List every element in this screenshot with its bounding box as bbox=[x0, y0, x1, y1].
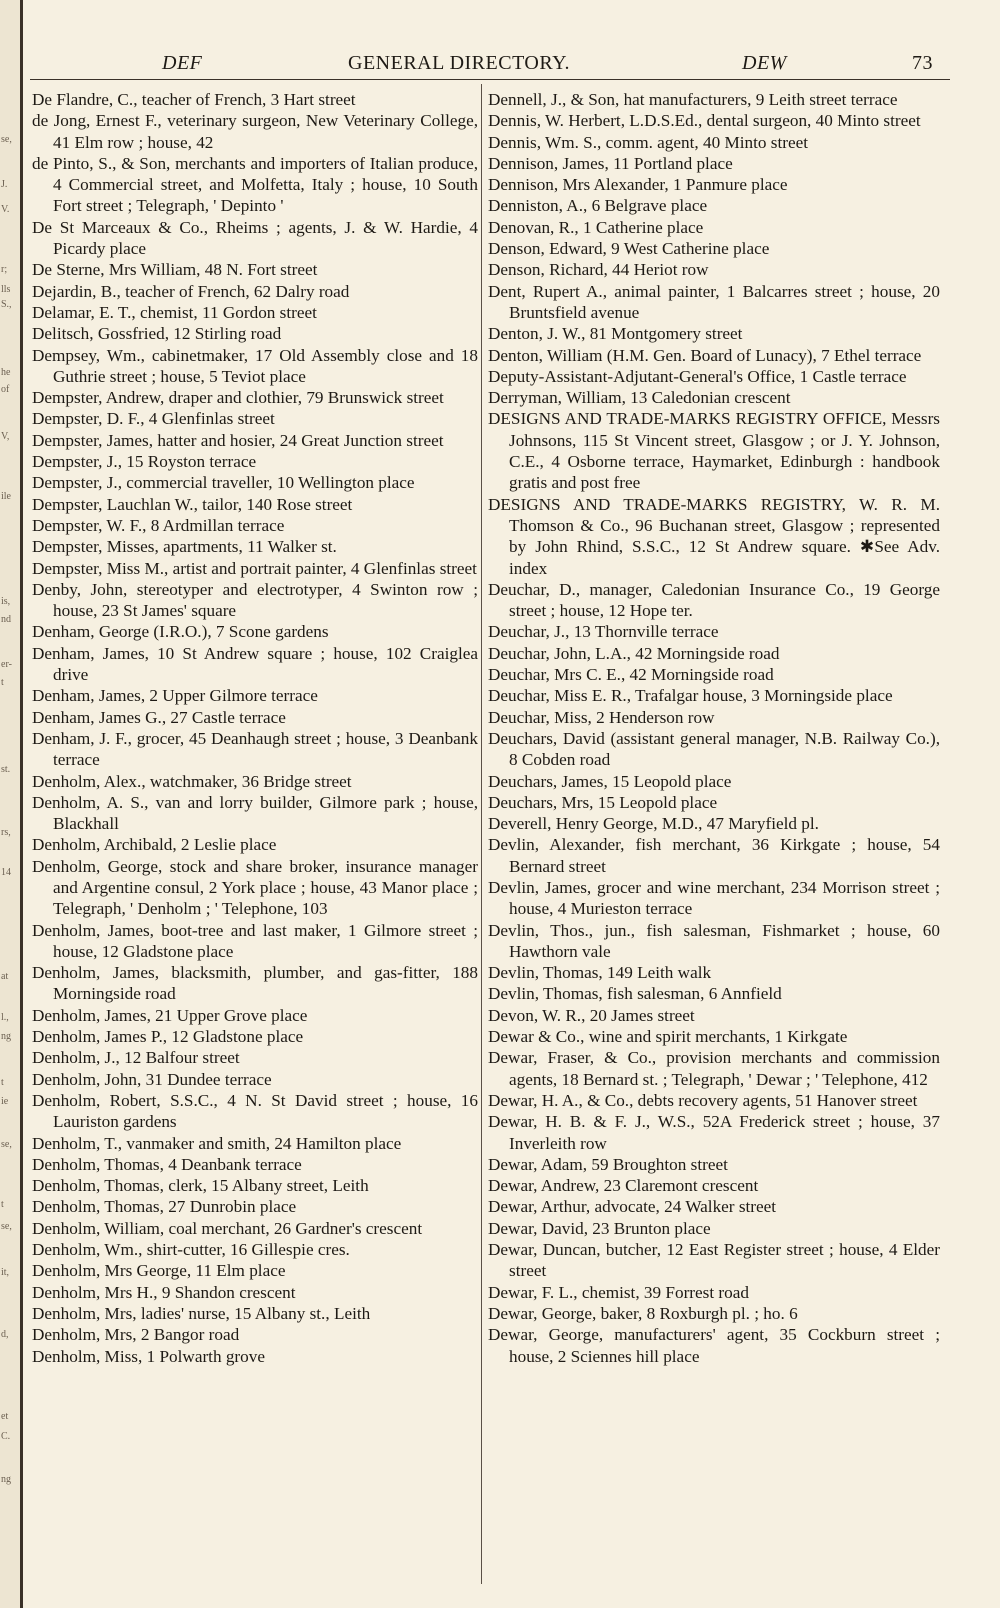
header-left-guide: DEF bbox=[162, 52, 203, 74]
directory-entry: Dempster, J., 15 Royston terrace bbox=[32, 452, 257, 472]
binding-gutter bbox=[0, 0, 23, 1608]
gutter-mark: V. bbox=[1, 204, 10, 215]
directory-entry: De Sterne, Mrs William, 48 N. Fort street bbox=[32, 260, 318, 280]
directory-entry: Dempster, Misses, apartments, 11 Walker st. bbox=[32, 537, 337, 557]
gutter-mark: 14 bbox=[1, 867, 11, 878]
directory-entry: Denham, James G., 27 Castle terrace bbox=[32, 707, 286, 727]
directory-entry: Denholm, James P., 12 Gladstone place bbox=[32, 1027, 304, 1047]
directory-entry: Dewar, H. B. & F. J., W.S., 52A Frederick street ; house, 37 Inverleith row bbox=[488, 1112, 940, 1153]
gutter-mark: se, bbox=[1, 134, 12, 145]
gutter-mark: d, bbox=[1, 1329, 9, 1340]
directory-entry: Denholm, Robert, S.S.C., 4 N. St David street ; house, 16 Lauriston gardens bbox=[32, 1090, 478, 1132]
directory-entry: Dempster, D. F., 4 Glenfinlas street bbox=[32, 409, 275, 429]
directory-entry: Dewar, Arthur, advocate, 24 Walker street bbox=[488, 1197, 777, 1217]
directory-entry: Deuchar, J., 13 Thornville terrace bbox=[488, 622, 719, 642]
directory-entry: Deuchar, D., manager, Caledonian Insurance Co., 19 George street ; house, 12 Hope ter. bbox=[488, 579, 940, 621]
gutter-mark: is, bbox=[1, 596, 11, 607]
directory-entry: Dewar, Fraser, & Co., provision merchants and commission agents, 18 Bernard st. ; Telegraph, ' Dewar ; ' Telephone, 412 bbox=[488, 1048, 940, 1089]
directory-entry: Devlin, James, grocer and wine merchant, 234 Morrison street ; house, 4 Murieston terrace bbox=[488, 877, 940, 919]
directory-entry: Devlin, Alexander, fish merchant, 36 Kirkgate ; house, 54 Bernard street bbox=[488, 835, 940, 876]
directory-entry: de Pinto, S., & Son, merchants and importers of Italian produce, 4 Commercial street, and Molfetta, Italy ; house, 10 South Fort street ; Telegraph, ' Depinto ' bbox=[32, 153, 478, 216]
directory-entry: Dejardin, B., teacher of French, 62 Dalry road bbox=[32, 281, 350, 301]
gutter-mark: it, bbox=[1, 1267, 10, 1278]
directory-entry: Denholm, Mrs, ladies' nurse, 15 Albany st., Leith bbox=[32, 1303, 371, 1323]
gutter-mark: S., bbox=[1, 299, 12, 310]
directory-entry: Denholm, J., 12 Balfour street bbox=[32, 1048, 240, 1068]
gutter-mark: se, bbox=[1, 1221, 12, 1232]
header-right-guide: DEW bbox=[742, 52, 787, 74]
directory-entry: Dent, Rupert A., animal painter, 1 Balcarres street ; house, 20 Bruntsfield avenue bbox=[488, 281, 940, 322]
directory-entry: Deuchars, James, 15 Leopold place bbox=[488, 771, 732, 791]
gutter-mark: ie bbox=[1, 1096, 9, 1107]
directory-entry: Denholm, James, boot-tree and last maker, 1 Gilmore street ; house, 12 Gladstone place bbox=[32, 920, 478, 961]
directory-entry: Dewar, Andrew, 23 Claremont crescent bbox=[488, 1176, 759, 1196]
directory-entry: Dempsey, Wm., cabinetmaker, 17 Old Assembly close and 18 Guthrie street ; house, 5 Teviot place bbox=[32, 345, 478, 386]
directory-entry: Deputy-Assistant-Adjutant-General's Office, 1 Castle terrace bbox=[488, 366, 907, 386]
directory-entry: Denton, J. W., 81 Montgomery street bbox=[488, 324, 743, 344]
directory-entry: Denholm, James, 21 Upper Grove place bbox=[32, 1005, 308, 1025]
directory-entry: Dennell, J., & Son, hat manufacturers, 9 Leith street terrace bbox=[488, 90, 898, 109]
directory-entry: Denson, Richard, 44 Heriot row bbox=[488, 260, 709, 280]
directory-entry: Denholm, Thomas, 4 Deanbank terrace bbox=[32, 1154, 302, 1174]
directory-entry: Deuchar, Miss E. R., Trafalgar house, 3 Morningside place bbox=[488, 686, 893, 706]
gutter-mark: ng bbox=[1, 1031, 11, 1042]
directory-entry: Dempster, James, hatter and hosier, 24 Great Junction street bbox=[32, 430, 444, 450]
gutter-mark: ng bbox=[1, 1474, 11, 1485]
gutter-mark: t bbox=[1, 1199, 4, 1210]
gutter-mark: t bbox=[1, 677, 4, 688]
directory-entry: Denholm, A. S., van and lorry builder, Gilmore park ; house, Blackhall bbox=[32, 792, 478, 834]
directory-entry: Denholm, Thomas, 27 Dunrobin place bbox=[32, 1197, 297, 1217]
gutter-mark: er- bbox=[1, 659, 12, 670]
gutter-mark: r; bbox=[1, 264, 8, 275]
directory-entry: DESIGNS AND TRADE-MARKS REGISTRY OFFICE, Messrs Johnsons, 115 St Vincent street, Glasgow ; or J. Y. Johnson, C.E., 4 Osborne terrace, Haymarket, Edinburgh : handbook gratis and post free bbox=[488, 409, 940, 493]
directory-entry: Dewar, H. A., & Co., debts recovery agents, 51 Hanover street bbox=[488, 1090, 918, 1110]
directory-entry: Dempster, Andrew, draper and clothier, 79 Brunswick street bbox=[32, 388, 444, 408]
gutter-mark: t bbox=[1, 1077, 4, 1088]
right-column bbox=[488, 89, 940, 1367]
directory-entry: Dennis, Wm. S., comm. agent, 40 Minto street bbox=[488, 132, 808, 152]
directory-entry: Denholm, Archibald, 2 Leslie place bbox=[32, 835, 277, 855]
directory-entry: Devlin, Thomas, 149 Leith walk bbox=[488, 963, 712, 983]
directory-entry: Denniston, A., 6 Belgrave place bbox=[488, 196, 708, 216]
running-header bbox=[30, 50, 950, 80]
directory-entry: Dewar, George, manufacturers' agent, 35 Cockburn street ; house, 2 Sciennes hill place bbox=[488, 1325, 940, 1366]
directory-entry: Denholm, Alex., watchmaker, 36 Bridge street bbox=[32, 771, 352, 791]
directory-entry: Deuchar, Mrs C. E., 42 Morningside road bbox=[488, 665, 774, 685]
gutter-mark: nd bbox=[1, 614, 11, 625]
directory-entry: Denton, William (H.M. Gen. Board of Lunacy), 7 Ethel terrace bbox=[488, 345, 922, 365]
directory-entry: Deuchar, Miss, 2 Henderson row bbox=[488, 707, 715, 727]
directory-entry: Denholm, James, blacksmith, plumber, and gas-fitter, 188 Morningside road bbox=[32, 963, 478, 1004]
directory-entry: De Flandre, C., teacher of French, 3 Hart street bbox=[32, 90, 356, 109]
directory-entry: De St Marceaux & Co., Rheims ; agents, J. & W. Hardie, 4 Picardy place bbox=[32, 217, 478, 259]
directory-entry: Dewar, Adam, 59 Broughton street bbox=[488, 1154, 728, 1174]
header-rule bbox=[30, 79, 950, 80]
directory-entry: Devlin, Thomas, fish salesman, 6 Annfield bbox=[488, 984, 782, 1004]
directory-entry: Denham, J. F., grocer, 45 Deanhaugh street ; house, 3 Deanbank terrace bbox=[32, 728, 478, 770]
header-title: GENERAL DIRECTORY. bbox=[348, 52, 570, 74]
gutter-mark: et bbox=[1, 1411, 9, 1422]
directory-entry: Dempster, Miss M., artist and portrait painter, 4 Glenfinlas street bbox=[32, 558, 477, 578]
directory-entry: Dewar & Co., wine and spirit merchants, 1 Kirkgate bbox=[488, 1027, 848, 1047]
directory-entry: Denholm, William, coal merchant, 26 Gardner's crescent bbox=[32, 1218, 423, 1238]
gutter-mark: lls bbox=[1, 284, 11, 295]
directory-entry: Deuchars, David (assistant general manager, N.B. Railway Co.), 8 Cobden road bbox=[488, 728, 940, 770]
directory-entry: Devlin, Thos., jun., fish salesman, Fishmarket ; house, 60 Hawthorn vale bbox=[488, 920, 940, 961]
directory-entry: Dempster, Lauchlan W., tailor, 140 Rose street bbox=[32, 494, 353, 514]
directory-entry: Denson, Edward, 9 West Catherine place bbox=[488, 239, 770, 259]
gutter-mark: l., bbox=[1, 1012, 9, 1023]
gutter-mark: rs, bbox=[1, 827, 11, 838]
directory-entry: Denholm, Mrs George, 11 Elm place bbox=[32, 1261, 286, 1281]
gutter-mark: ile bbox=[1, 491, 11, 502]
directory-entry: Dennison, Mrs Alexander, 1 Panmure place bbox=[488, 175, 788, 195]
directory-entry: DESIGNS AND TRADE-MARKS REGISTRY, W. R. M. Thomson & Co., 96 Buchanan street, Glasgow ; represented by John Rhind, S.S.C., 12 St Andrew square. ✱See Adv. index bbox=[488, 494, 940, 578]
directory-entry: Delamar, E. T., chemist, 11 Gordon street bbox=[32, 302, 317, 322]
directory-entry: Denholm, Mrs H., 9 Shandon crescent bbox=[32, 1282, 296, 1302]
left-column bbox=[32, 89, 478, 1367]
directory-entry: Dempster, W. F., 8 Ardmillan terrace bbox=[32, 515, 285, 535]
directory-entry: Denholm, Mrs, 2 Bangor road bbox=[32, 1325, 240, 1345]
directory-entry: Derryman, William, 13 Caledonian crescent bbox=[488, 388, 791, 408]
gutter-mark: he bbox=[1, 367, 11, 378]
directory-entry: Denholm, T., vanmaker and smith, 24 Hamilton place bbox=[32, 1133, 402, 1153]
gutter-mark: at bbox=[1, 971, 9, 982]
column-divider bbox=[481, 84, 482, 1584]
directory-entry: Deuchar, John, L.A., 42 Morningside road bbox=[488, 643, 780, 663]
page-number: 73 bbox=[912, 52, 933, 74]
directory-entry: Dennis, W. Herbert, L.D.S.Ed., dental surgeon, 40 Minto street bbox=[488, 111, 921, 131]
directory-entry: Denham, James, 2 Upper Gilmore terrace bbox=[32, 686, 318, 706]
directory-entry: Deverell, Henry George, M.D., 47 Maryfield pl. bbox=[488, 814, 819, 834]
gutter-mark: V, bbox=[1, 431, 10, 442]
directory-entry: Dewar, George, baker, 8 Roxburgh pl. ; ho. 6 bbox=[488, 1303, 798, 1323]
directory-entry: Denholm, Thomas, clerk, 15 Albany street, Leith bbox=[32, 1176, 369, 1196]
directory-entry: Dewar, Duncan, butcher, 12 East Register street ; house, 4 Elder street bbox=[488, 1240, 940, 1281]
directory-entry: Denholm, George, stock and share broker, insurance manager and Argentine consul, 2 York place ; house, 43 Manor place ; Telegraph, ' Denholm ; ' Telephone, 103 bbox=[32, 856, 478, 919]
gutter-mark: st. bbox=[1, 764, 11, 775]
directory-entry: Dennison, James, 11 Portland place bbox=[488, 153, 733, 173]
directory-entry: Dempster, J., commercial traveller, 10 Wellington place bbox=[32, 473, 415, 493]
directory-entry: Denovan, R., 1 Catherine place bbox=[488, 217, 704, 237]
gutter-mark: se, bbox=[1, 1139, 12, 1150]
directory-entry: Denham, George (I.R.O.), 7 Scone gardens bbox=[32, 622, 329, 642]
directory-entry: de Jong, Ernest F., veterinary surgeon, New Veterinary College, 41 Elm row ; house, 42 bbox=[32, 111, 478, 152]
directory-entry: Devon, W. R., 20 James street bbox=[488, 1005, 695, 1025]
gutter-mark: of bbox=[1, 384, 10, 395]
directory-entry: Denby, John, stereotyper and electrotyper, 4 Swinton row ; house, 23 St James' square bbox=[32, 579, 478, 621]
directory-entry: Dewar, David, 23 Brunton place bbox=[488, 1218, 711, 1238]
gutter-mark: J. bbox=[1, 179, 8, 190]
gutter-mark: C. bbox=[1, 1431, 11, 1442]
directory-entry: Denham, James, 10 St Andrew square ; house, 102 Craiglea drive bbox=[32, 643, 478, 685]
directory-entry: Denholm, Miss, 1 Polwarth grove bbox=[32, 1346, 265, 1366]
directory-entry: Dewar, F. L., chemist, 39 Forrest road bbox=[488, 1282, 749, 1302]
directory-entry: Deuchars, Mrs, 15 Leopold place bbox=[488, 792, 718, 812]
directory-entry: Denholm, Wm., shirt-cutter, 16 Gillespie cres. bbox=[32, 1240, 350, 1260]
directory-entry: Delitsch, Gossfried, 12 Stirling road bbox=[32, 324, 282, 344]
directory-entry: Denholm, John, 31 Dundee terrace bbox=[32, 1069, 272, 1089]
